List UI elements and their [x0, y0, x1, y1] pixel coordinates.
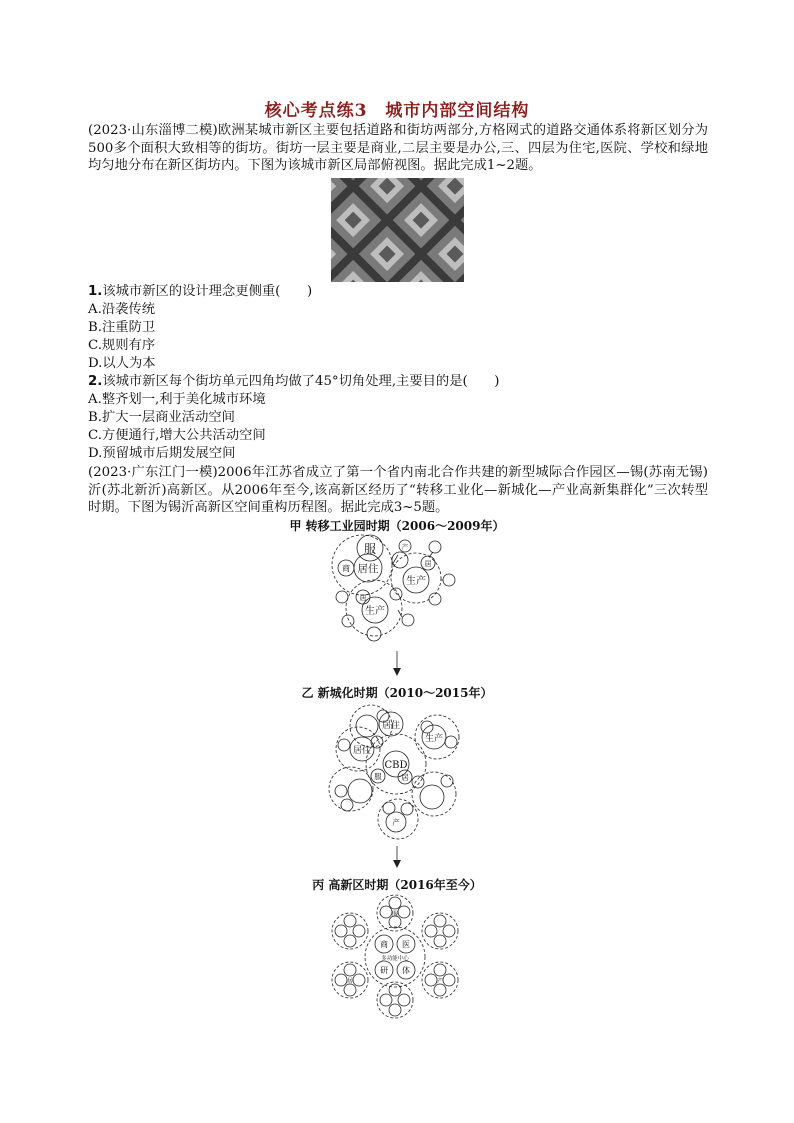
- s2-label-cbd: CBD: [384, 760, 408, 771]
- s2-label-juzhu2: 居住: [352, 746, 372, 756]
- s2-label-juzhu1: 居住: [381, 721, 401, 731]
- page-title: 核心考点练3 城市内部空间结构: [264, 101, 530, 121]
- s1-label-shang: 商: [342, 564, 350, 573]
- s2-label-ju: 居: [401, 773, 409, 782]
- s3-label-center: 多功能中心: [381, 956, 409, 962]
- s3-label-ju: 居: [346, 978, 354, 985]
- s1-label-sheng2: 生产: [365, 606, 385, 617]
- s1-label-chan: 产: [401, 543, 409, 551]
- s3-label-ti: 体: [402, 966, 410, 975]
- s3-label-fu: 服: [391, 911, 399, 918]
- intro-paragraph-1: (2023·山东淄博二模)欧洲某城市新区主要包括道路和街坊两部分,方格网式的道路交通体系将新区划分为500多个面积大致相等的街坊。街坊一层主要是商业,二层主要是办公,三、四层为住宅,医院、学校和绿地均匀地分布在新区街坊内。下图为该城市新区局部俯视图。据此完成1~2题。: [88, 123, 708, 173]
- stage3-caption: 丙 高新区时期（2016年至今）: [312, 878, 482, 892]
- q2-option-a[interactable]: A.整齐划一,利于美化城市环境: [88, 392, 266, 407]
- city-aerial-photo: [331, 178, 464, 282]
- q1-option-c[interactable]: C.规则有序: [88, 338, 156, 353]
- stage1-caption: 甲 转移工业园时期（2006～2009年）: [289, 519, 505, 533]
- q1-option-d[interactable]: D.以人为本: [88, 356, 156, 371]
- s3-label-chan: 产: [436, 978, 444, 985]
- s1-label-juzhu: 居住: [357, 563, 379, 575]
- s1-label-sheng1: 生产: [406, 576, 426, 587]
- s2-label-chan: 产: [392, 818, 400, 827]
- question-2-stem: 2.该城市新区每个街坊单元四角均做了45°切角处理,主要目的是( ): [88, 374, 500, 389]
- s2-label-fu: 服: [374, 772, 382, 781]
- stage2-caption: 乙 新城化时期（2010～2015年）: [301, 686, 493, 700]
- s3-label-shang: 商: [380, 940, 388, 949]
- q2-option-b[interactable]: B.扩大一层商业活动空间: [88, 410, 235, 425]
- q2-option-d[interactable]: D.预留城市后期发展空间: [88, 446, 236, 461]
- question-1-stem: 1.该城市新区的设计理念更侧重( ): [88, 284, 313, 299]
- s3-label-yi: 医: [402, 940, 410, 949]
- q1-option-a[interactable]: A.沿袭传统: [88, 302, 156, 317]
- s1-label-ju1: 居: [424, 560, 432, 568]
- s1-label-ju2: 居: [359, 594, 367, 602]
- q2-option-c[interactable]: C.方便通行,增大公共活动空间: [88, 428, 266, 443]
- s1-label-fu: 服: [363, 542, 377, 556]
- s2-label-shengchan: 生产: [424, 734, 444, 744]
- q1-option-b[interactable]: B.注重防卫: [88, 320, 156, 335]
- intro-paragraph-2: (2023·广东江门一模)2006年江苏省成立了第一个省内南北合作共建的新型城际合作园区—锡(苏南无锡)沂(苏北新沂)高新区。从2006年至今,该高新区经历了“转移工业化—新城化—产业高新集群化”三次转型时期。下图为锡沂高新区空间重构历程图。据此完成3~5题。: [88, 465, 708, 515]
- s3-label-yan: 研: [380, 966, 388, 975]
